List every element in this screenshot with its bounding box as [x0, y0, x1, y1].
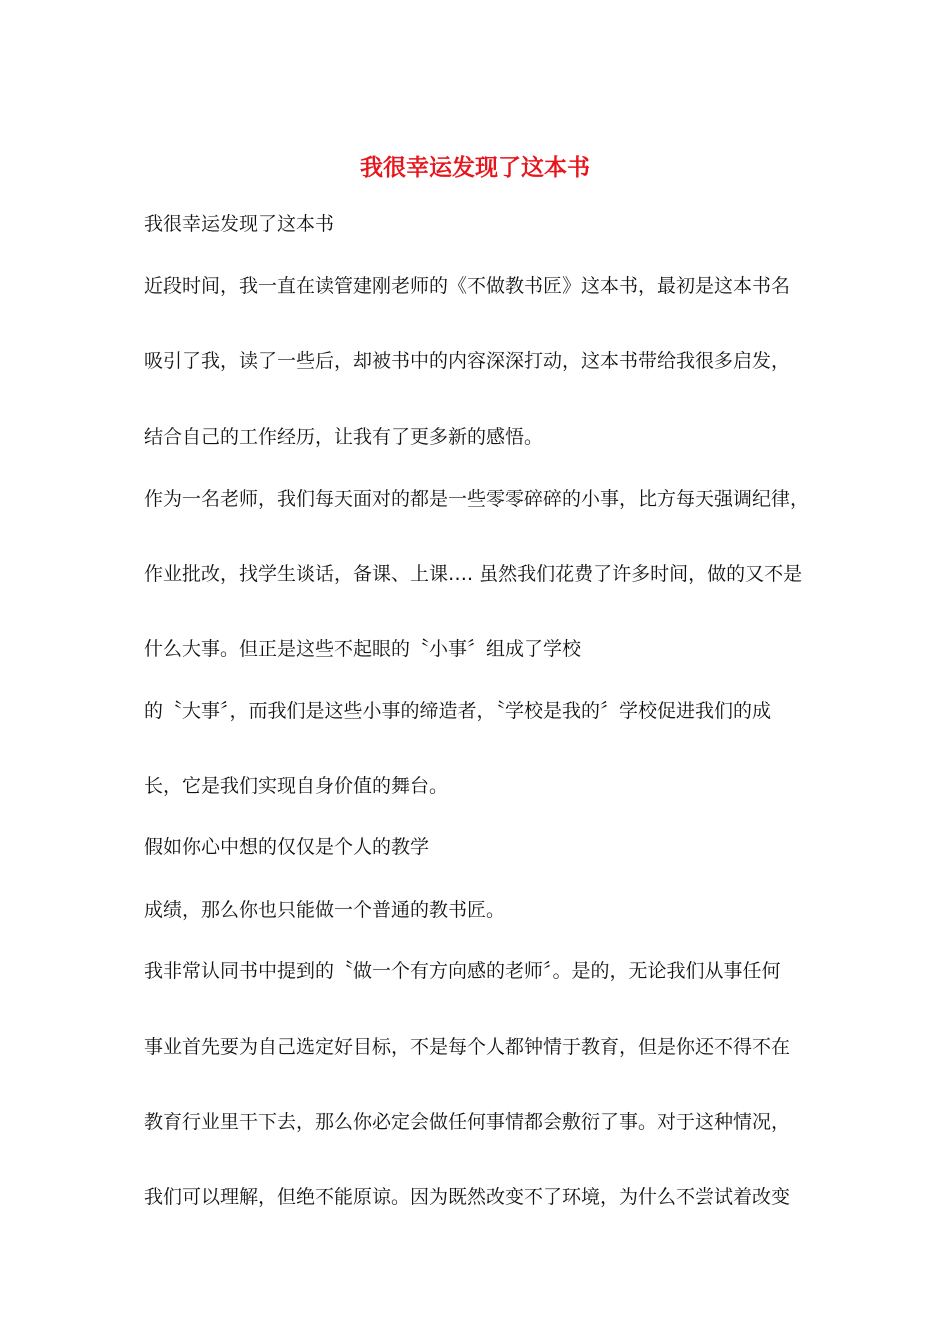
- paragraph-line: 结合自己的工作经历，让我有了更多新的感悟。: [144, 426, 544, 448]
- paragraph-line: 我们可以理解，但绝不能原谅。因为既然改变不了环境，为什么不尝试着改变: [144, 1186, 791, 1208]
- paragraph-line: 我非常认同书中提到的〝做一个有方向感的老师〞。是的，无论我们从事任何: [144, 960, 781, 982]
- document-title: 我很幸运发现了这本书: [360, 154, 590, 181]
- paragraph-line: 事业首先要为自己选定好目标，不是每个人都钟情于教育，但是你还不得不在: [144, 1036, 791, 1058]
- paragraph-line: 教育行业里干下去，那么你必定会做任何事情都会敷衍了事。对于这种情况，: [144, 1111, 791, 1133]
- paragraph-line: 我很幸运发现了这本书: [144, 213, 335, 235]
- paragraph-line: 成绩，那么你也只能做一个普通的教书匠。: [144, 899, 506, 921]
- paragraph-line: 的〝大事〞，而我们是这些小事的缔造者，〝学校是我的〞学校促进我们的成: [144, 700, 772, 722]
- paragraph-line: 什么大事。但正是这些不起眼的〝小事〞组成了学校: [144, 638, 582, 660]
- paragraph-line: 吸引了我，读了一些后，却被书中的内容深深打动，这本书带给我很多启发，: [144, 350, 791, 372]
- paragraph-line: 假如你心中想的仅仅是个人的教学: [144, 836, 430, 858]
- paragraph-line: 作为一名老师，我们每天面对的都是一些零零碎碎的小事，比方每天强调纪律，: [144, 488, 810, 510]
- paragraph-line: 作业批改，找学生谈话，备课、上课…. 虽然我们花费了许多时间，做的又不是: [144, 563, 803, 585]
- paragraph-line: 长，它是我们实现自身价值的舞台。: [144, 775, 449, 797]
- paragraph-line: 近段时间，我一直在读管建刚老师的《不做教书匠》这本书，最初是这本书名: [144, 275, 791, 297]
